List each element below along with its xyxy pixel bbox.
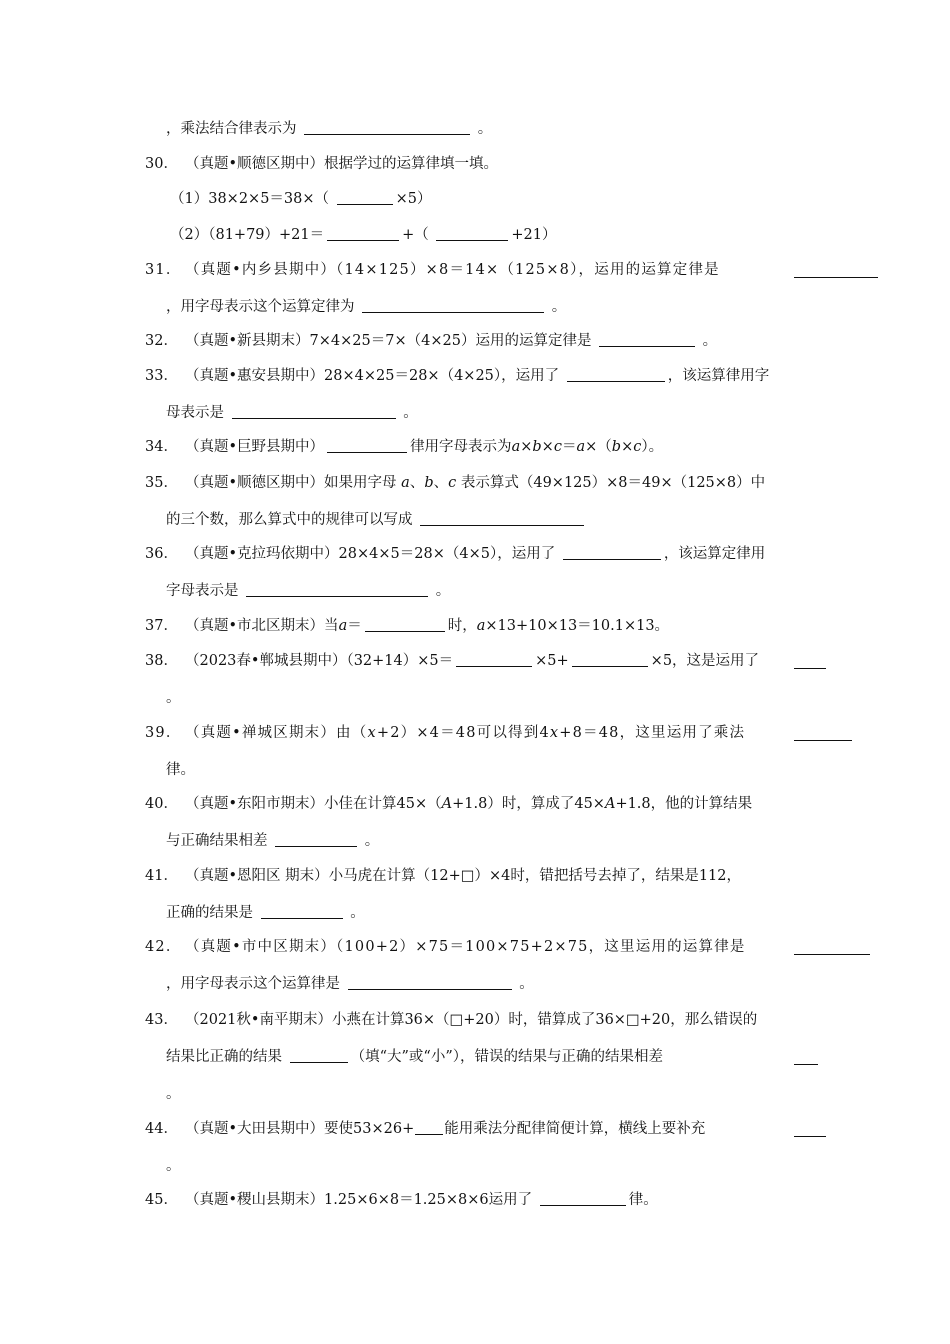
question-37: 37． （真题•市北区期末）当a＝ 时，a×13+10×13＝10.1×13。 [145, 618, 670, 634]
question-33: 33． （真题•惠安县期中）28×4×25＝28×（4×25），运用了 ，该运算律用字 [145, 368, 770, 384]
answer-blank[interactable] [327, 437, 407, 453]
answer-blank[interactable] [246, 581, 428, 597]
answer-blank[interactable] [572, 651, 648, 667]
question-35: 35． （真题•顺德区期中）如果用字母 a、b、c 表示算式（49×125）×8＝49×（125×8）中 [145, 475, 766, 491]
question-40-continued: 与正确结果相差 。 [166, 833, 380, 849]
answer-blank[interactable] [337, 189, 393, 205]
question-43-continued: 结果比正确的结果 （填“大”或“小”），错误的结果与正确的结果相差 [166, 1049, 664, 1065]
question-30-part-1: （1）38×2×5＝38×（ ×5） [170, 191, 432, 207]
answer-blank[interactable] [794, 1121, 826, 1137]
question-36: 36． （真题•克拉玛依期中）28×4×5＝28×（4×5），运用了 ，该运算定律用 [145, 546, 766, 562]
continuation-line: ，乘法结合律表示为 。 [166, 121, 493, 137]
question-35-continued: 的三个数，那么算式中的规律可以写成 [166, 510, 587, 530]
answer-blank[interactable] [540, 1190, 626, 1206]
question-45: 45． （真题•稷山县期末）1.25×6×8＝1.25×8×6运用了 律。 [145, 1192, 658, 1208]
answer-blank[interactable] [275, 831, 357, 847]
answer-blank[interactable] [365, 616, 445, 632]
question-38-continued: 。 [166, 690, 181, 706]
answer-blank[interactable] [794, 725, 852, 741]
question-36-continued: 字母表示是 。 [166, 583, 451, 599]
question-33-continued: 母表示是 。 [166, 405, 418, 421]
answer-blank[interactable] [794, 653, 826, 669]
question-31-continued: ，用字母表示这个运算定律为 。 [166, 299, 567, 315]
question-30: 30． （真题•顺德区期中）根据学过的运算律填一填。 [145, 156, 499, 172]
question-39-continued: 律。 [166, 762, 195, 778]
answer-blank[interactable] [232, 403, 396, 419]
question-30-part-2: （2）（81+79）+21＝ +（ +21） [170, 227, 557, 243]
question-39: 39． （真题•禅城区期末）由（x+2）×4＝48可以得到4x+8＝48，这里运用了乘法 [145, 725, 746, 741]
question-41-continued: 正确的结果是 。 [166, 905, 365, 921]
answer-blank[interactable] [563, 544, 661, 560]
question-41: 41． （真题•恩阳区 期末）小马虎在计算（12+□）×4时，错把括号去掉了，结果是112， [145, 868, 742, 884]
question-43: 43． （2021秋•南平期末）小燕在计算36×（□+20）时，错算成了36×□+20，那么错误的 [145, 1012, 758, 1028]
question-32: 32． （真题•新县期末）7×4×25＝7×（4×25）运用的运算定律是 。 [145, 333, 718, 349]
question-44: 44． （真题•大田县期中）要使53×26+ 能用乘法分配律简便计算，横线上要补充 [145, 1121, 706, 1137]
question-43-end: 。 [166, 1086, 181, 1102]
question-31: 31． （真题•内乡县期中）（14×125）×8＝14×（125×8），运用的运算定律是 [145, 262, 720, 278]
answer-blank[interactable] [415, 1119, 443, 1135]
answer-blank[interactable] [794, 262, 878, 278]
answer-blank[interactable] [261, 903, 343, 919]
answer-blank[interactable] [362, 297, 544, 313]
answer-blank[interactable] [420, 510, 584, 526]
answer-blank[interactable] [327, 225, 399, 241]
answer-blank[interactable] [599, 331, 695, 347]
answer-blank[interactable] [794, 1049, 818, 1065]
answer-blank[interactable] [290, 1047, 348, 1063]
question-40: 40． （真题•东阳市期末）小佳在计算45×（A+1.8）时，算成了45×A+1.8，他的计算结果 [145, 796, 753, 812]
question-42-continued: ，用字母表示这个运算律是 。 [166, 976, 534, 992]
answer-blank[interactable] [794, 939, 870, 955]
question-44-continued: 。 [166, 1158, 181, 1174]
answer-blank[interactable] [456, 651, 532, 667]
question-34: 34． （真题•巨野县期中） 律用字母表示为a×b×c＝a×（b×c）。 [145, 439, 664, 455]
answer-blank[interactable] [304, 119, 470, 135]
question-42: 42． （真题•市中区期末）（100+2）×75＝100×75+2×75，这里运用的运算律是 [145, 939, 746, 955]
answer-blank[interactable] [567, 366, 665, 382]
answer-blank[interactable] [436, 225, 508, 241]
question-38: 38． （2023春•郸城县期中）（32+14）×5＝ ×5+ ×5，这是运用了 [145, 653, 760, 669]
answer-blank[interactable] [348, 974, 512, 990]
